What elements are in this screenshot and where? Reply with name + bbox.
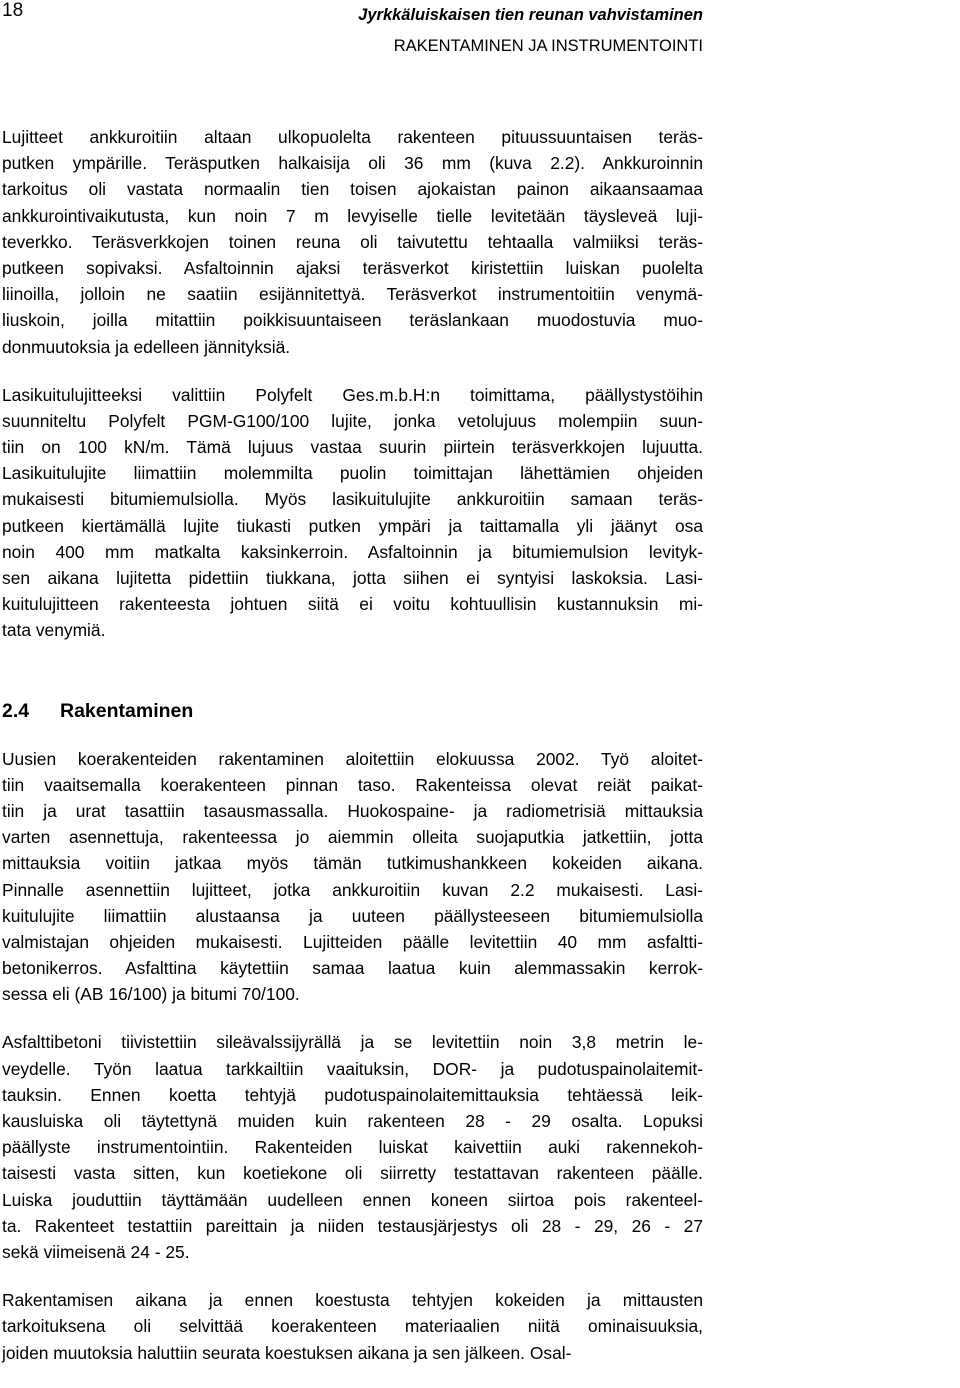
text-line: Rakentamisen aikana ja ennen koestusta tehtyjen kokeiden ja mittausten — [2, 1290, 703, 1311]
paragraph — [2, 1287, 703, 1366]
text-line: päällyste instrumentointiin. Rakenteiden luiskat kaivettiin auki rakennekoh- — [2, 1137, 703, 1158]
text-line: ankkurointivaikutusta, kun noin 7 m levyiselle tielle levitetään täysleveä luji- — [2, 205, 703, 226]
text-line: tiin on 100 kN/m. Tämä lujuus vastaa suurin piirtein teräsverkkojen lujuutta. — [2, 437, 703, 458]
text-line: teverkko. Teräsverkkojen toinen reuna oli taivutettu tehtaalla valmiiksi teräs- — [2, 231, 703, 252]
text-line: sen aikana lujitetta pidettiin tiukkana, jotta siihen ei syntyisi laskoksia. Lasi- — [2, 568, 703, 588]
chapter-title: RAKENTAMINEN JA INSTRUMENTOINTI — [393, 37, 703, 55]
text-line: tarkoitus oli vastata normaalin tien toisen ajokaistan painon aikaansaamaa — [2, 179, 703, 200]
text-line: kausluiska oli täytettynä muiden kuin rakenteen 28 - 29 osalta. Lopuksi — [2, 1111, 703, 1131]
text-line: Pinnalle asennettiin lujitteet, jotka ankkuroitiin kuvan 2.2 mukaisesti. Lasi- — [2, 879, 703, 900]
text-line: valmistajan ohjeiden mukaisesti. Lujitteiden päälle levitettiin 40 mm asfaltti- — [2, 931, 703, 952]
text-line: tiin ja urat tasattiin tasausmassalla. Huokospaine- ja radiometrisiä mittauksia — [2, 800, 703, 821]
text-line: donmuutoksia ja edelleen jännityksiä. — [2, 336, 291, 357]
body-text — [2, 124, 703, 1388]
text-line: Lasikuitulujite liimattiin molemmilta puolin toimittajan lähettämien ohjeiden — [2, 463, 703, 484]
text-line: putkeen sopivaksi. Asfaltoinnin ajaksi teräsverkot kiristettiin luiskan puolelta — [2, 257, 703, 278]
text-line: betonikerros. Asfalttina käytettiin samaa laatua kuin alemmassakin kerrok- — [2, 958, 703, 979]
text-line: sessa eli (AB 16/100) ja bitumi 70/100. — [2, 984, 300, 1005]
text-line: mukaisesti bitumiemulsiolla. Myös lasikuitulujite ankkuroitiin samaan teräs- — [2, 489, 703, 510]
text-line: mittauksia voitiin jatkaa myös tämän tutkimushankkeen kokeiden aikana. — [2, 853, 703, 874]
running-header — [358, 0, 703, 62]
text-line: kuitulujitteen rakenteesta johtuen siitä ei voitu kohtuullisin kustannuksin mi- — [2, 594, 703, 615]
text-line: tauksin. Ennen koetta tehtyjä pudotuspainolaitemittauksia tehtäessä leik- — [2, 1084, 703, 1105]
text-line: liuskoin, joilla mitattiin poikkisuuntaiseen teräslankaan muodostuvia muo- — [2, 310, 703, 331]
text-line: joiden muutoksia haluttiin seurata koestuksen aikana ja sen jälkeen. Osal- — [2, 1342, 572, 1363]
page-number: 18 — [2, 0, 24, 21]
text-line: noin 400 mm matkalta kaksinkerroin. Asfaltoinnin ja bitumiemulsion levityk- — [2, 541, 703, 562]
paragraph — [2, 382, 703, 644]
text-line: Lujitteet ankkuroitiin altaan ulkopuolelta rakenteen pituussuuntaisen teräs- — [2, 127, 703, 147]
section-number: 2.4 — [2, 699, 30, 722]
text-line: putken ympärille. Teräsputken halkaisija oli 36 mm (kuva 2.2). Ankkuroinnin — [2, 153, 703, 174]
text-line: Lasikuitulujitteeksi valittiin Polyfelt Ges.m.b.H:n toimittama, päällystystöihin — [2, 384, 703, 405]
text-line: Luiska jouduttiin täyttämään uudelleen ennen koneen siirtoa pois rakenteel- — [2, 1189, 703, 1210]
text-line: putkeen kiertämällä lujite tiukasti putken ympäri ja taittamalla yli jäänyt osa — [2, 515, 703, 536]
text-line: ta. Rakenteet testattiin pareittain ja niiden testausjärjestys oli 28 - 29, 26 - 27 — [2, 1215, 703, 1236]
text-line: taisesti vasta sitten, kun koetiekone oli siirretty testattavan rakenteen päälle. — [2, 1163, 703, 1184]
paragraph — [2, 124, 703, 360]
text-line: Asfalttibetoni tiivistettiin sileävalssijyrällä ja se levitettiin noin 3,8 metrin le- — [2, 1032, 703, 1053]
text-line: tarkoituksena oli selvittää koerakenteen materiaalien niitä ominaisuuksia, — [2, 1316, 703, 1337]
section-heading — [2, 698, 703, 724]
paragraph — [2, 1029, 703, 1265]
text-line: tiin vaaitsemalla koerakenteen pinnan taso. Rakenteissa olevat reiät paikat- — [2, 774, 703, 795]
section-title: Rakentaminen — [60, 699, 194, 722]
text-line: liinoilla, jolloin ne saatiin esijännitettyä. Teräsverkot instrumentoitiin venymä- — [2, 284, 703, 305]
text-line: kuitulujite liimattiin alustaansa ja uuteen päällysteeseen bitumiemulsiolla — [2, 905, 703, 926]
paragraph — [2, 746, 703, 1008]
paragraphs-before-section — [2, 124, 703, 644]
paragraphs-after-section — [2, 746, 703, 1366]
text-line: sekä viimeisenä 24 - 25. — [2, 1241, 190, 1262]
text-line: Uusien koerakenteiden rakentaminen aloitettiin elokuussa 2002. Työ aloitet- — [2, 748, 703, 769]
text-line: veydelle. Työn laatua tarkkailtiin vaaituksin, DOR- ja pudotuspainolaitemit- — [2, 1058, 703, 1079]
document-title: Jyrkkäluiskaisen tien reunan vahvistaminen — [358, 6, 703, 24]
text-line: tata venymiä. — [2, 620, 106, 641]
text-line: varten asennettuja, rakenteessa jo aiemmin olleita suojaputkia jatkettiin, jotta — [2, 827, 703, 848]
text-line: suunniteltu Polyfelt PGM-G100/100 lujite, jonka vetolujuus molempiin suun- — [2, 410, 703, 431]
